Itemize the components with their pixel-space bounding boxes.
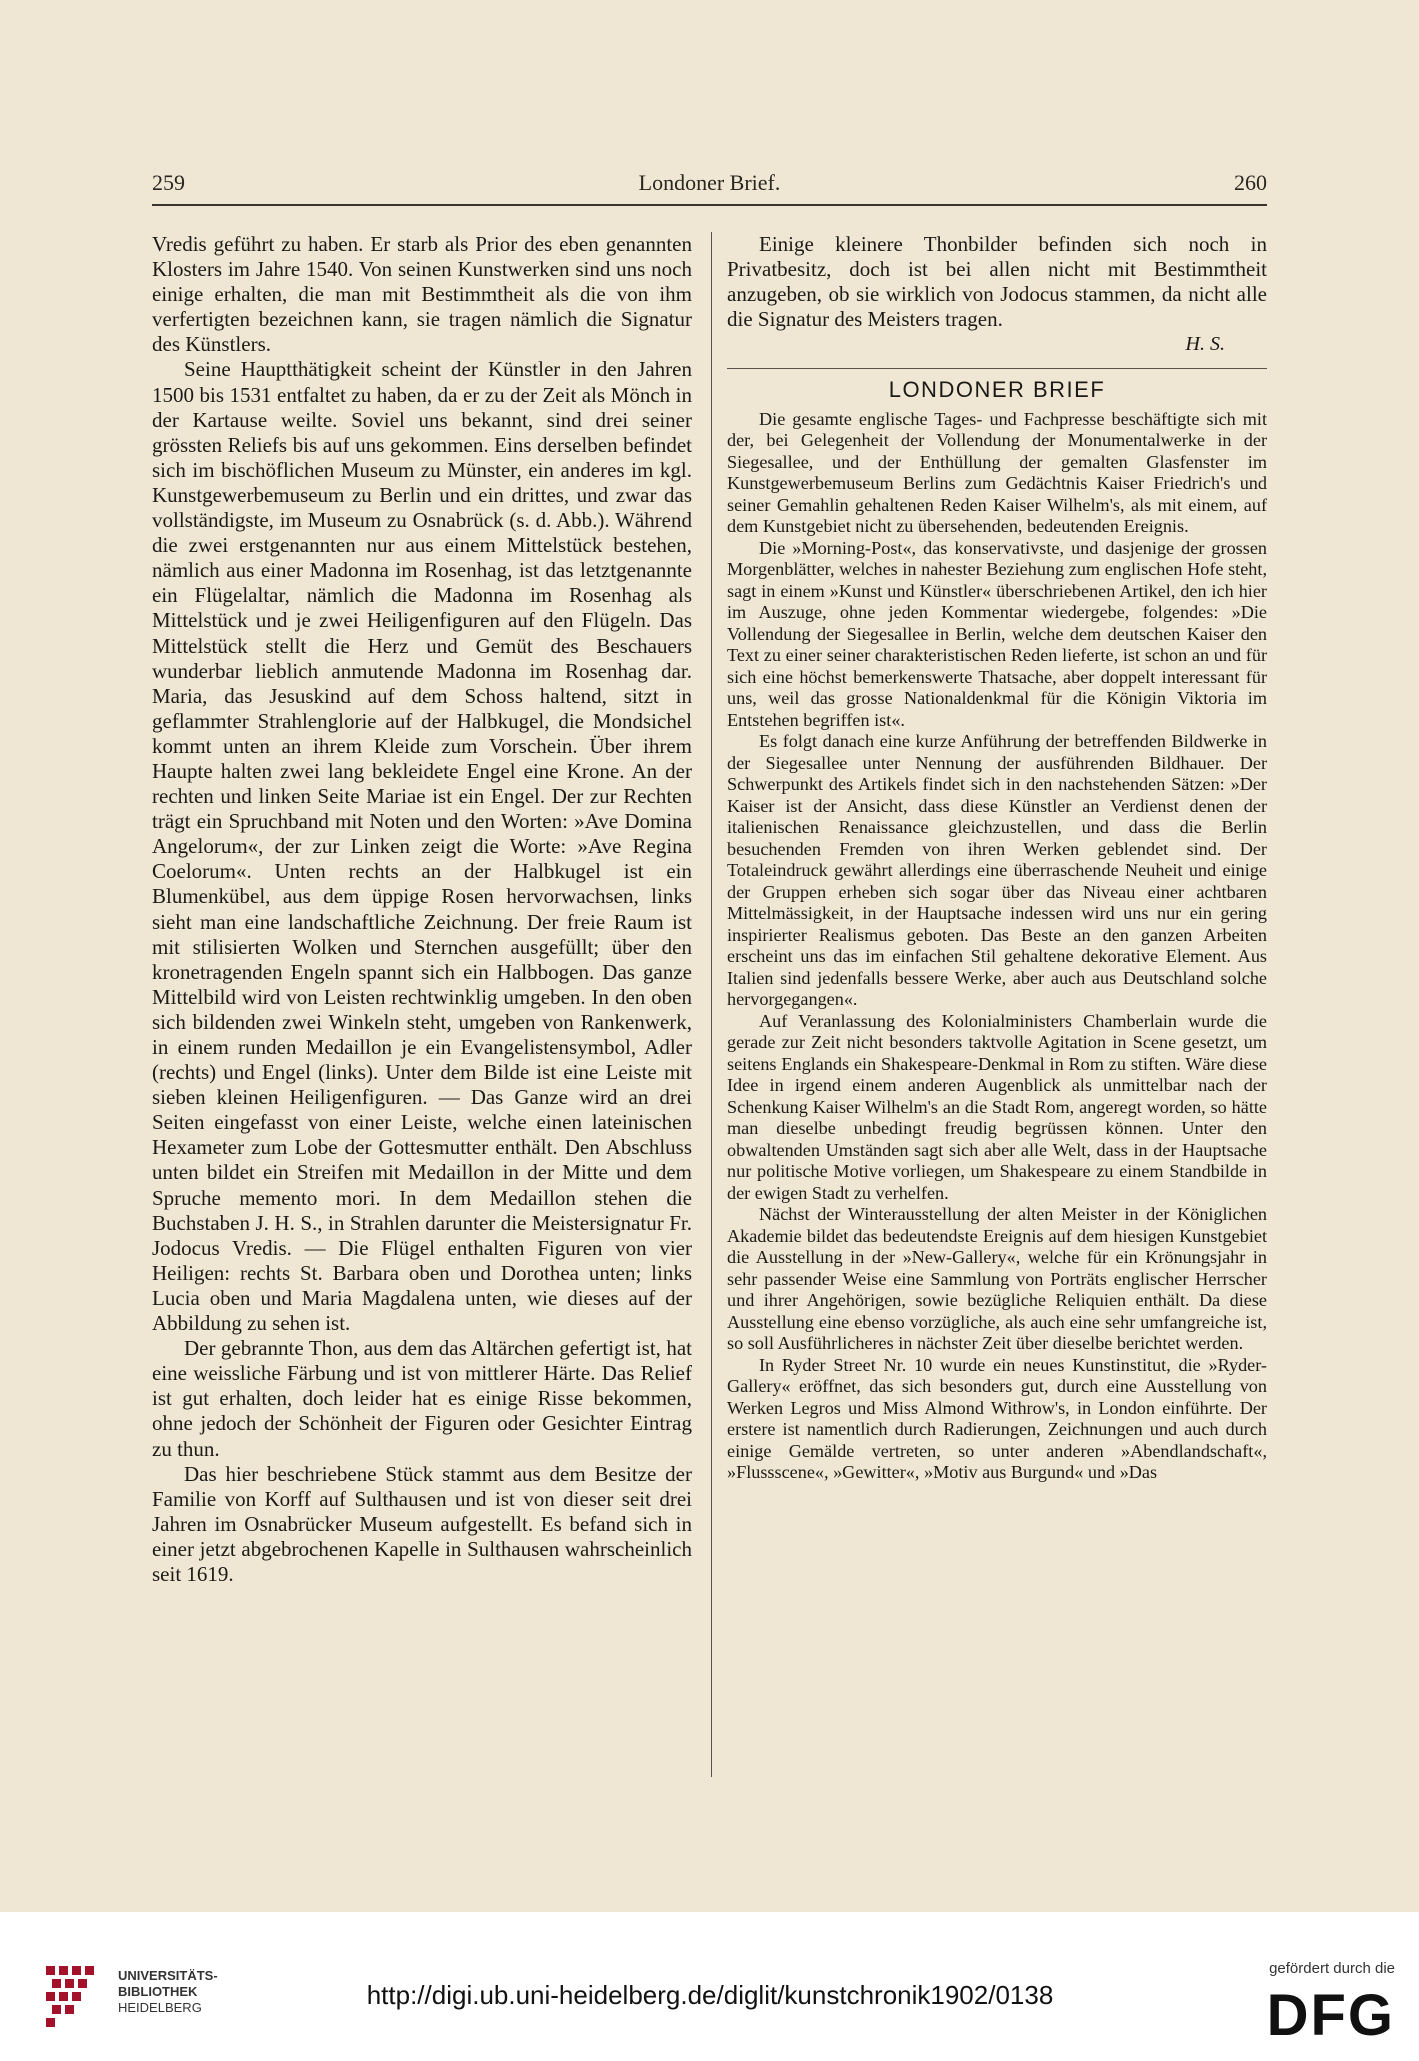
article-title: LONDONER BRIEF <box>888 377 1106 403</box>
author-signature: H. S. <box>1185 333 1225 356</box>
left-column <box>152 232 692 1587</box>
section-rule <box>727 368 1267 369</box>
permalink-url[interactable]: http://digi.ub.uni-heidelberg.de/diglit/kunstchronik1902/0138 <box>366 1980 1054 2010</box>
paragraph: Der gebrannte Thon, aus dem das Altärchen gefertigt ist, hat eine weissliche Färbung und ist von mittlerer Härte. Das Relief ist gut erhalten, doch leider hat es einige Risse bekommen, ohne jedoch der Schönheit der Figuren oder Gesichter Eintrag zu thun. <box>152 1336 692 1461</box>
funding-label: gefördert durch die <box>1269 1960 1395 1977</box>
viewer-footer <box>0 1912 1419 2061</box>
dfg-logo: DFG <box>1266 1983 1395 2048</box>
paragraph: Die »Morning-Post«, das konservativste, und dasjenige der grossen Morgenblätter, welches in nahester Beziehung zum englischen Hofe steht, sagt in einem »Kunst und Künstler« überschriebenen Artikel, den ich hier im Auszuge, ohne jeden Kommentar wiedergebe, folgendes: »Die Vollendung der Siegesallee in Berlin, welche dem deutschen Kaiser den Text zu einer seiner charakteristischen Reden lieferte, ist schon an und für sich eine höchst bemerkenswerte Thatsache, aber doppelt interessant für uns, weil das grosse Nationaldenkmal für die Königin Viktoria im Entstehen begriffen ist«. <box>727 537 1267 730</box>
paragraph: In Ryder Street Nr. 10 wurde ein neues Kunstinstitut, die »Ryder-Gallery« eröffnet, das sich besonders gut, durch eine Ausstellung von Werken Legros und Miss Almond Withrow's, in London einführte. Der erstere ist namentlich durch Radierungen, Zeichnungen und auch durch einige Gemälde vertreten, so unter anderen »Abendlandschaft«, »Flussscene«, »Gewitter«, »Motiv aus Burgund« und »Das <box>727 1354 1267 1483</box>
paragraph: Nächst der Winterausstellung der alten Meister in der Königlichen Akademie bildet das bedeutendste Ereignis auf dem hiesigen Kunstgebiet die Ausstellung in der »New-Gallery«, welche für ein Krönungsjahr in sehr passender Weise eine Sammlung von Porträts englischer Herrscher und ihrer Angehörigen, sowie bezügliche Reliquien enthält. Da diese Ausstellung eine ebenso vorzügliche, als auch eine sehr umfangreiche ist, so soll Ausführlicheres in nächster Zeit über dieselbe berichtet werden. <box>727 1204 1267 1354</box>
right-column <box>727 232 1267 1484</box>
paragraph: Die gesamte englische Tages- und Fachpresse beschäftigte sich mit der, bei Gelegenheit der Vollendung der Monumentalwerke in der Siegesallee, und der Enthüllung der gemalten Glasfenster im Kunstgewerbemuseum Berlins zum Gedächtnis Kaiser Friedrich's und seiner Gemahlin gehaltenen Reden Kaiser Wilhelm's, als mit einem, auf dem Kunstgebiet nicht zu übersehenden, bedeutenden Ereignis. <box>727 408 1267 537</box>
page-number-left: 259 <box>152 170 185 195</box>
paragraph: Auf Veranlassung des Kolonialministers Chamberlain wurde die gerade zur Zeit nicht besonders taktvolle Agitation in Scene gesetzt, um seitens Englands ein Shakespeare-Denkmal in Rom zu stiften. Wäre diese Idee in irgend einem anderen Augenblick als unmittelbar nach der Schenkung Kaiser Wilhelm's an die Stadt Rom, angeregt worden, so hätte man dieselbe unbedingt freudig begrüssen können. Unter den obwaltenden Umständen sagt sich aber alle Welt, dass in der Hauptsache nur politische Motive vorliegen, um Shakespeare zu einem Standbilde in der ewigen Stadt zu verhelfen. <box>727 1010 1267 1203</box>
running-title: Londoner Brief. <box>638 170 781 195</box>
running-header <box>152 170 1267 200</box>
paragraph: Seine Hauptthätigkeit scheint der Künstler in den Jahren 1500 bis 1531 entfaltet zu haben, da er zu der Zeit als Mönch in der Kartause weilte. Soviel uns bekannt, sind drei seiner grössten Reliefs bis auf uns gekommen. Eins derselben befindet sich im bischöflichen Museum zu Münster, ein anderes im kgl. Kunstgewerbemuseum zu Berlin und ein drittes, und zwar das vollständigste, im Museum zu Osnabrück (s. d. Abb.). Während die zwei erstgenannten nur aus einem Mittelstück bestehen, nämlich aus einer Madonna im Rosenhag, ist das letztgenannte ein Flügelaltar, nämlich die Madonna im Rosenhag als Mittelstück und je zwei Heiligenfiguren auf den Flügeln. Das Mittelstück stellt die Herz und Gemüt des Beschauers wunderbar lieblich anmutende Madonna im Rosenhag dar. Maria, das Jesuskind auf dem Schoss haltend, sitzt in geflammter Strahlenglorie auf der Halbkugel, die Mondsichel kommt unten an ihrem Kleide zum Vorschein. Über ihrem Haupte halten zwei lang bekleidete Engel eine Krone. An der rechten und linken Seite Mariae ist ein Engel. Der zur Rechten trägt ein Spruchband mit Noten und den Worten: »Ave Domina Angelorum«, der zur Linken zeigt die Worte: »Ave Regina Coelorum«. Unten rechts an der Halbkugel ist ein Blumenkübel, aus dem üppige Rosen hervorwachsen, links sieht man eine landschaftliche Zeichnung. Der freie Raum ist mit stilisierten Wolken und Sternchen ausgefüllt; über den kronetragenden Engeln spannt sich ein Halbbogen. Das ganze Mittelbild wird von Leisten rechtwinklig umgeben. In den oben sich bildenden zwei Winkeln steht, umgeben von Rankenwerk, in einem runden Medaillon je ein Evangelistensymbol, Adler (rechts) und Engel (links). Unter dem Bilde ist eine Leiste mit sieben kleinen Heiligenfiguren. — Das Ganze wird an drei Seiten eingefasst von einer Leiste, welche einen lateinischen Hexameter zum Lobe der Gottesmutter enthält. Den Abschluss unten bildet ein Streifen mit Medaillon in der Mitte und dem Spruche memento mori. In dem Medaillon stehen die Buchstaben J. H. S., in Strahlen darunter die Meistersignatur Fr. Jodocus Vredis. — Die Flügel enthalten Figuren von vier Heiligen: rechts St. Barbara oben und Dorothea unten; links Lucia oben und Maria Magdalena unten, wie dieses auf der Abbildung zu sehen ist. <box>152 357 692 1336</box>
column-divider <box>711 232 712 1777</box>
university-library-name: UNIVERSITÄTS- BIBLIOTHEK HEIDELBERG <box>118 1968 218 2015</box>
paragraph: Das hier beschriebene Stück stammt aus dem Besitze der Familie von Korff auf Sulthausen und ist von dieser seit drei Jahren im Osnabrücker Museum aufgestellt. Es befand sich in einer jetzt abgebrochenen Kapelle in Sulthausen wahrscheinlich seit 1619. <box>152 1461 692 1586</box>
paragraph: Vredis geführt zu haben. Er starb als Prior des eben genannten Klosters im Jahre 1540. Von seinen Kunstwerken sind uns noch einige erhalten, die man mit Bestimmtheit als die von ihm verfertigten bezeichnen kann, sie tragen nämlich die Signatur des Künstlers. <box>152 232 692 357</box>
paragraph: Einige kleinere Thonbilder befinden sich noch in Privatbesitz, doch ist bei allen nicht mit Bestimmtheit anzugeben, ob sie wirklich von Jodocus stammen, da nicht alle die Signatur des Meisters tragen. <box>727 232 1267 332</box>
paragraph: Es folgt danach eine kurze Anführung der betreffenden Bildwerke in der Siegesallee unter Nennung der ausführenden Bildhauer. Der Schwerpunkt des Artikels findet sich in den nachstehenden Sätzen: »Der Kaiser ist der Ansicht, dass diese Künstler an Verdienst denen der italienischen Renaissance gleichzustellen, und dass die Berlin besuchenden Fremden von ihren Werken geblendet sind. Der Totaleindruck gewährt allerdings eine überraschende Neuheit und einige der Gruppen erheben sich sogar über das Niveau einer achtbaren Mittelmässigkeit, in der Hauptsache indessen wird uns nur ein gering inspirierter Realismus geboten. Das Beste an den ganzen Arbeiten erscheint uns das im einfachen Stil gehaltene dekorative Element. Aus Italien sind jedenfalls bessere Werke, aber auch aus Deutschland solche hervorgegangen«. <box>727 731 1267 1010</box>
page-number-right: 260 <box>1234 170 1267 195</box>
header-rule <box>152 204 1267 206</box>
university-library-logo-icon <box>46 1966 108 2028</box>
